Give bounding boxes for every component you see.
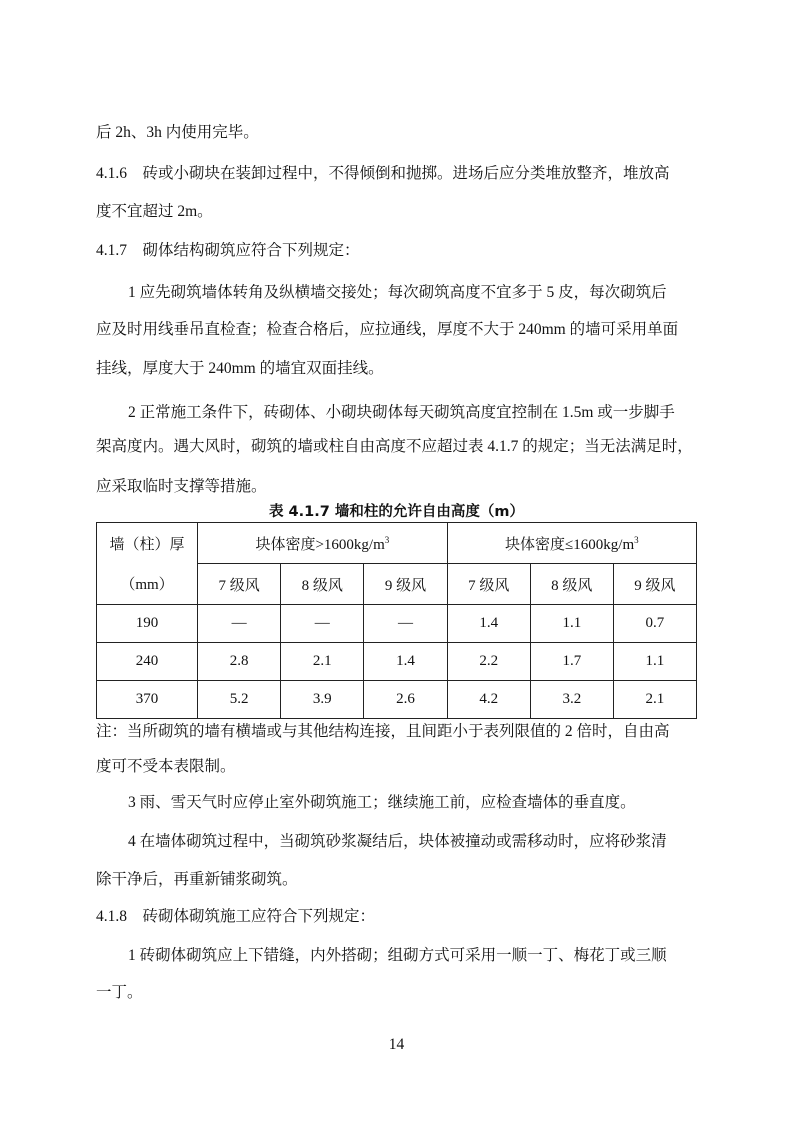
- line: 度不宜超过 2m。: [96, 203, 213, 220]
- cell: 3.2: [530, 681, 613, 719]
- wind-header: 7 级风: [447, 564, 530, 605]
- table-row: [97, 681, 697, 719]
- table-row: [97, 643, 697, 681]
- cell: 3.9: [281, 681, 364, 719]
- cell: 5.2: [198, 681, 281, 719]
- cell: 1.1: [613, 643, 696, 681]
- line: 挂线，厚度大于 240mm 的墙宜双面挂线。: [96, 360, 384, 377]
- line: 4.1.7 砌体结构砌筑应符合下列规定：: [96, 242, 360, 259]
- cell: 370: [97, 681, 198, 719]
- line: 4.1.6 砖或小砌块在装卸过程中，不得倾倒和抛掷。进场后应分类堆放整齐，堆放高: [96, 165, 670, 182]
- cell: 240: [97, 643, 198, 681]
- cell: 1.4: [447, 605, 530, 643]
- cell: 1.1: [530, 605, 613, 643]
- cell: 2.1: [613, 681, 696, 719]
- height-table: [96, 522, 697, 719]
- group-header: 块体密度$>1600kg/m^3$: [198, 523, 448, 564]
- cell: 1.7: [530, 643, 613, 681]
- line: 3 雨、雪天气时应停止室外砌筑施工；继续施工前，应检查墙体的垂直度。: [128, 794, 636, 811]
- cell: 4.2: [447, 681, 530, 719]
- wind-header: 8 级风: [281, 564, 364, 605]
- cell: 190: [97, 605, 198, 643]
- cell: —: [198, 605, 281, 643]
- wind-header: 9 级风: [364, 564, 447, 605]
- line: 2 正常施工条件下，砖砌体、小砌块砌体每天砌筑高度宜控制在 1.5m 或一步脚手: [128, 404, 675, 421]
- cell: 1.4: [364, 643, 447, 681]
- row-header-bottom: （mm）: [97, 564, 198, 605]
- line: 除干净后，再重新铺浆砌筑。: [96, 871, 298, 888]
- group-header: 块体密度$\le 1600kg/m^3$: [447, 523, 696, 564]
- page-number: 14: [388, 1036, 405, 1053]
- line: 应及时用线垂吊直检查；检查合格后，应拉通线，厚度不大于 240mm 的墙可采用单面: [96, 321, 679, 338]
- line: 4.1.8 砖砌体砌筑施工应符合下列规定：: [96, 908, 376, 925]
- line: 应采取临时支撑等措施。: [96, 478, 267, 495]
- line: 后 2h、3h 内使用完毕。: [96, 124, 259, 141]
- table-row: [97, 605, 697, 643]
- cell: —: [281, 605, 364, 643]
- line: 1 砖砌体砌筑应上下错缝，内外搭砌；组砌方式可采用一顺一丁、梅花丁或三顺: [128, 947, 667, 964]
- table-note: 度可不受本表限制。: [96, 758, 236, 775]
- cell: 0.7: [613, 605, 696, 643]
- cell: 2.1: [281, 643, 364, 681]
- cell: 2.8: [198, 643, 281, 681]
- wind-header: 7 级风: [198, 564, 281, 605]
- cell: 2.6: [364, 681, 447, 719]
- row-header-top: 墙（柱）厚: [97, 523, 198, 564]
- cell: —: [364, 605, 447, 643]
- line: 1 应先砌筑墙体转角及纵横墙交接处；每次砌筑高度不宜多于 5 皮，每次砌筑后: [128, 284, 667, 301]
- wind-header: 9 级风: [613, 564, 696, 605]
- table-caption: 表 4.1.7 墙和柱的允许自由高度（m）: [269, 504, 524, 520]
- cell: 2.2: [447, 643, 530, 681]
- line: 架高度内。遇大风时，砌筑的墙或柱自由高度不应超过表 4.1.7 的规定；当无法满足时，: [96, 438, 693, 455]
- wind-header: 8 级风: [530, 564, 613, 605]
- line: 一丁。: [96, 984, 143, 1001]
- table-note: 注：当所砌筑的墙有横墙或与其他结构连接，且间距小于表列限值的 2 倍时，自由高: [96, 723, 670, 740]
- line: 4 在墙体砌筑过程中，当砌筑砂浆凝结后，块体被撞动或需移动时，应将砂浆清: [128, 833, 667, 850]
